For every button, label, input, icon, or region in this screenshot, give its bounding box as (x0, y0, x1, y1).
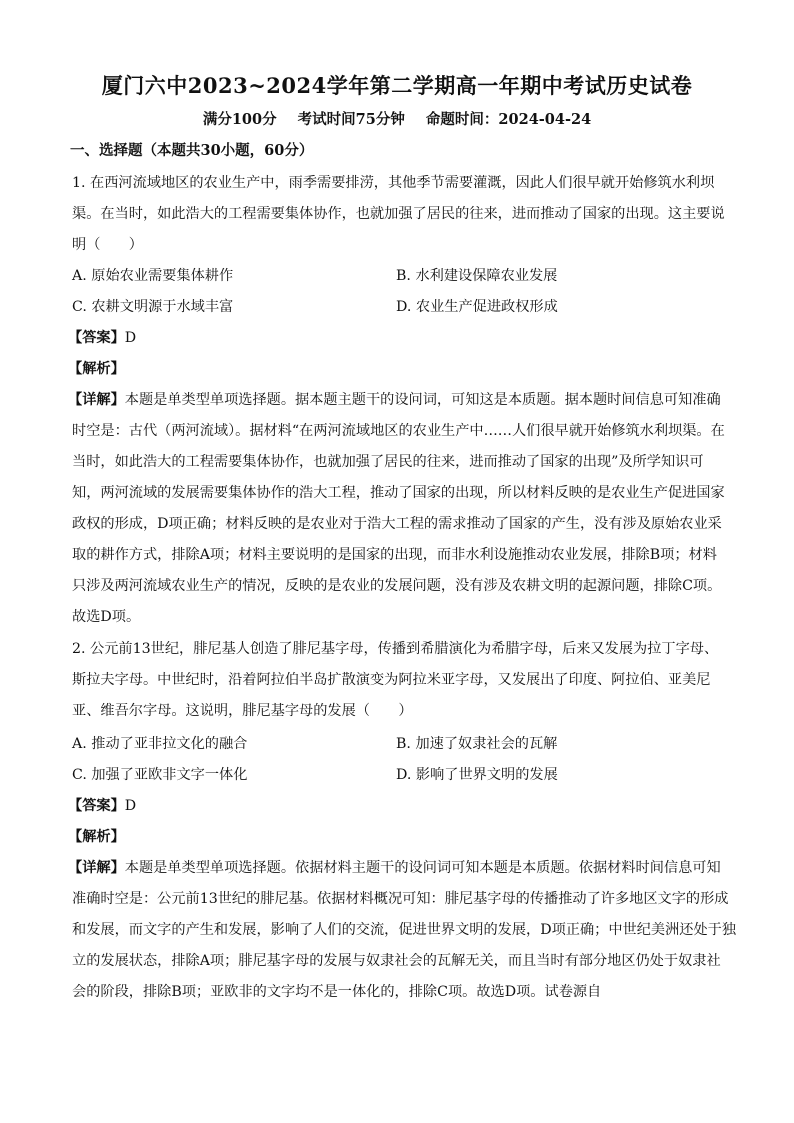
question-1-option-a: A. 原始农业需要集体耕作 (72, 268, 234, 284)
question-1-option-d: D. 农业生产促进政权形成 (396, 299, 558, 315)
detail-text: 本题是单类型单项选择题。据本题主题干的设问词，可知这是本质题。据本题时间信息可知准确 (124, 392, 721, 408)
question-1-detail-line: 政权的形成，D项正确；材料反映的是农业对于浩大工程的需求推动了国家的产生，没有涉及原始农业采 (72, 516, 722, 532)
analysis-tag: 【解析】 (68, 829, 125, 845)
question-2-option-d: D. 影响了世界文明的发展 (396, 767, 558, 783)
question-1-answer (68, 327, 136, 347)
question-2-answer (68, 795, 136, 815)
answer-tag: 【答案】 (68, 798, 125, 814)
question-2-stem-line: 斯拉夫字母。中世纪时，沿着阿拉伯半岛扩散演变为阿拉米亚字母，又发展出了印度、阿拉伯、亚美尼 (72, 672, 711, 688)
question-1-stem-line: 明（ ） (72, 237, 143, 253)
question-1-option-c: C. 农耕文明源于水域丰富 (72, 299, 234, 315)
question-2-option-a: A. 推动了亚非拉文化的融合 (72, 736, 248, 752)
question-1-detail-line: 故选D项。 (72, 609, 141, 625)
detail-text: 本题是单类型单项选择题。依据材料主题干的设问词可知本题是本质题。依据材料时间信息可知 (124, 860, 721, 876)
question-2-detail-line: 和发展，而文字的产生和发展，影响了人们的交流，促进世界文明的发展，D项正确；中世纪美洲还处于独 (72, 922, 737, 938)
question-1-stem-line: 渠。在当时，如此浩大的工程需要集体协作，也就加强了居民的往来，进而推动了国家的出现。这主要说 (72, 206, 725, 222)
question-2-detail-line: 立的发展状态，排除A项；腓尼基字母的发展与奴隶社会的瓦解无关，而且当时有部分地区仍处于奴隶社 (72, 953, 721, 969)
question-2-stem-line: 亚、维吾尔字母。这说明，腓尼基字母的发展（ ） (72, 703, 413, 719)
exam-title: 厦门六中2023~2024学年第二学期高一年期中考试历史试卷 (101, 73, 693, 98)
question-2-option-b: B. 加速了奴隶社会的瓦解 (396, 736, 558, 752)
question-1-detail-line: 只涉及两河流域农业生产的情况，反映的是农业的发展问题，没有涉及农耕文明的起源问题，排除C项。 (72, 578, 722, 594)
question-1-detail-line: 当时，如此浩大的工程需要集体协作，也就加强了居民的往来，进而推动了国家的出现”及所学知识可 (72, 454, 704, 470)
analysis-tag: 【解析】 (68, 361, 125, 377)
answer-value: D (124, 330, 137, 346)
question-1-stem-line: 1. 在西河流域地区的农业生产中，雨季需要排涝，其他季节需要灌溉，因此人们很早就开始修筑水利坝 (72, 175, 715, 191)
question-1-option-b: B. 水利建设保障农业发展 (396, 268, 558, 284)
question-2-option-c: C. 加强了亚欧非文字一体化 (72, 767, 248, 783)
question-2-detail-line: 会的阶段，排除B项；亚欧非的文字均不是一体化的，排除C项。故选D项。试卷源自 (72, 984, 602, 1000)
section-heading: 一、选择题（本题共30小题，60分） (70, 142, 314, 159)
exam-meta (0, 108, 794, 129)
question-1-detail-line (68, 389, 721, 409)
question-1-detail-line: 时空是：古代（两河流域）。据材料“在两河流域地区的农业生产中……人们很早就开始修筑水利坝渠。在 (72, 423, 725, 439)
detail-tag: 【详解】 (68, 392, 125, 408)
exam-duration: 考试时间75分钟 (297, 111, 405, 128)
answer-value: D (124, 798, 137, 814)
detail-tag: 【详解】 (68, 860, 125, 876)
question-2-detail-line (68, 857, 721, 877)
question-2-detail-line: 准确时空是：公元前13世纪的腓尼基。依据材料概况可知：腓尼基字母的传播推动了许多地区文字的形成 (72, 891, 729, 907)
question-2-stem-line: 2. 公元前13世纪，腓尼基人创造了腓尼基字母，传播到希腊演化为希腊字母，后来又发展为拉丁字母、 (72, 641, 719, 657)
set-date: 命题时间：2024-04-24 (425, 111, 592, 128)
full-score: 满分100分 (202, 111, 277, 128)
question-1-detail-line: 取的耕作方式，排除A项；材料主要说明的是国家的出现，而非水利设施推动农业发展，排除B项；材料 (72, 547, 717, 563)
question-1-detail-line: 知，两河流域的发展需要集体协作的浩大工程，推动了国家的出现，所以材料反映的是农业生产促进国家 (72, 485, 725, 501)
answer-tag: 【答案】 (68, 330, 125, 346)
